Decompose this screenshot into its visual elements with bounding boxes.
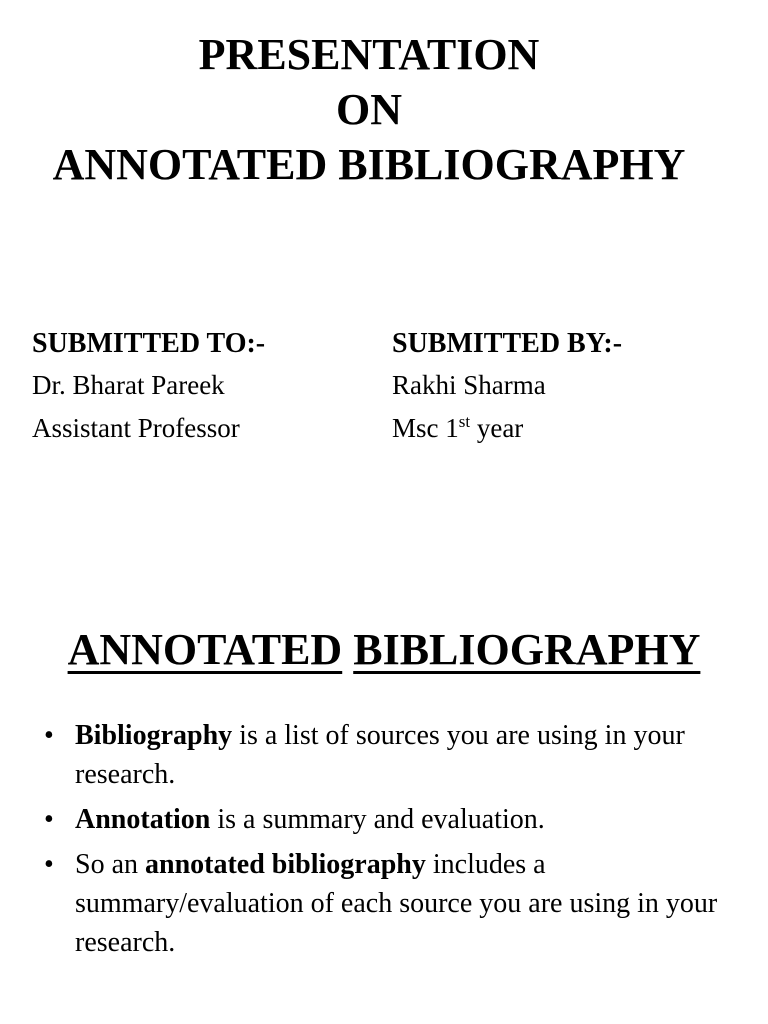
presentation-title-line-2: ON bbox=[336, 85, 402, 134]
submitted-to-heading: SUBMITTED TO:- bbox=[32, 328, 266, 359]
slide-heading bbox=[0, 624, 768, 676]
definition-slide bbox=[0, 512, 768, 1024]
bullet-dot: • bbox=[44, 804, 54, 835]
bullet-dot: • bbox=[44, 849, 54, 880]
course-superscript: st bbox=[458, 412, 471, 431]
student-name: Rakhi Sharma bbox=[392, 370, 546, 400]
bullet-text: includes a summary/evaluation of each source you are using in your research. bbox=[75, 849, 718, 958]
bullet-item-bibliography bbox=[44, 716, 724, 794]
presentation-title-line-3: ANNOTATED BIBLIOGRAPHY bbox=[52, 140, 686, 189]
course-suffix: year bbox=[470, 413, 524, 443]
bullet-text: is a list of sources you are using in your research. bbox=[75, 720, 685, 790]
bullet-term: Annotation bbox=[75, 804, 211, 835]
course-prefix: Msc 1 bbox=[392, 413, 459, 443]
submitted-by-heading: SUBMITTED BY:- bbox=[392, 328, 623, 359]
slide-heading-word-2: BIBLIOGRAPHY bbox=[353, 625, 701, 674]
bullet-item-annotation bbox=[44, 800, 724, 839]
bullet-dot: • bbox=[44, 720, 54, 751]
submitted-by-block bbox=[392, 324, 622, 450]
bullet-text: is a summary and evaluation. bbox=[210, 804, 545, 835]
slide-heading-word-1: ANNOTATED bbox=[67, 625, 343, 674]
presentation-title-line-1: PRESENTATION bbox=[198, 30, 540, 79]
submitted-to-block bbox=[32, 324, 265, 450]
bullet-item-annotated-bibliography bbox=[44, 845, 724, 962]
bullet-text-lead: So an bbox=[75, 849, 145, 880]
bullet-term: annotated bibliography bbox=[145, 849, 426, 880]
student-course bbox=[392, 407, 622, 450]
supervisor-designation: Assistant Professor bbox=[32, 413, 240, 443]
bullet-list bbox=[44, 716, 724, 968]
bullet-term: Bibliography bbox=[75, 720, 233, 751]
supervisor-name: Dr. Bharat Pareek bbox=[32, 370, 225, 400]
